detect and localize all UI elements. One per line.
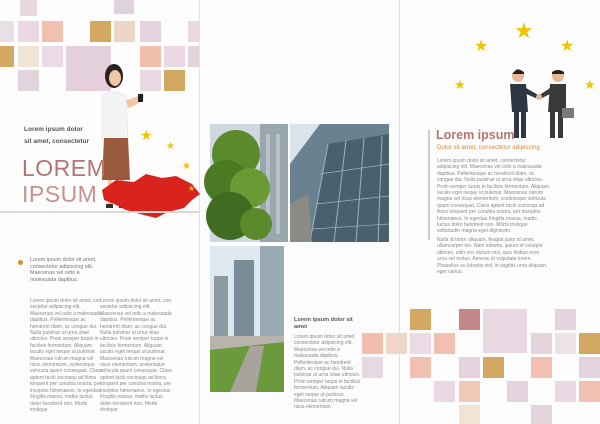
bullet-dot	[18, 260, 23, 265]
left-title-underline	[0, 211, 199, 213]
right-paragraph-1: Lorem ipsum dolor sit amet, consectetur adipiscing elit. Maecenas vel odio a malesuada dapibus. Pellentesque ac hendrerit diam, ac congue dui. Nulla pulvinar ut urna vitae ultricies. Proin semper turpis in facilisis fermentum. Aliquam iaculis eget neque ut pulvinar. Maecenas rutrum magna vel risus elementum, scelerisque vehicula quam consequat. Class aptent taciti sociosqu ad litora torquent per conubia nostra, per inceptos himenaeos. In egestas fringilla massa, mattis luctus dolor hendrerit non. Morbi tristique sollicitudin magna eget dignissim.	[437, 158, 549, 235]
glass-tower-photo	[290, 124, 389, 242]
fold-line-2	[399, 0, 400, 424]
star-icon: ★	[188, 184, 196, 193]
star-icon: ★	[454, 77, 466, 92]
left-bullet-text: Lorem ipsum dolor sit amet, consectetur adipiscing elit. Maecenas vel odio a malesuada dapibus.	[30, 257, 97, 283]
star-icon: ★	[514, 18, 534, 43]
left-column-2: Lorem ipsum dolor sit amet, con sectetur adipiscing elit. Maecenas vel odio a malesuada dapibus. Pellentesque ac hendrerit diam, ac congue dui. Nulla pulvinar ut urna vitae ultricies. Proin semper turpis in facilisis fermentum. Aliquam iaculis eget neque ut pulvinar. Maecenas rutrum magna vel risus elementum, scelerisque vehicula quam consequat. Class aptent taciti sociosqu ad litora torquent per conubia nostra, per inceptos himenaeos. In egestas fringilla massa, mattis luctus dolor hendrerit non. Morbi tristique	[100, 298, 172, 413]
left-heading-line1: Lorem ipsum dolor	[24, 126, 83, 133]
star-icon: ★	[560, 38, 575, 55]
right-paragraph-2: Nulla id tortor aliquam, feugiat justo id amet, ullamcorper leo. Nam lobortis, ipsum et volutpat ultrices, nibh orci dictum orci, quis finibus eros urna vel metus. Aenean id vulputate lorem. Phasellus eu lobortis nisl, in sagittis urna aliquam, eget varius.	[437, 237, 548, 276]
star-icon: ★	[584, 77, 596, 92]
star-icon: ★	[140, 127, 153, 143]
middle-caption-body: Lorem ipsum dolor sit amet, consectetur adipiscing elit. Maecenas vel odio a malesuada dapibus. Pellentesque ac hendrerit diam, ac congue dui. Nulla pulvinar ut urna vitae ultricies. Proin semper turpis in facilisis fermentum. Aliquam iaculis eget neque ut pulvinar. Maecenas rutrum magna vel risus elementum.	[294, 334, 361, 411]
right-title: Lorem ipsum	[436, 128, 515, 142]
left-column-1: Lorem ipsum dolor sit amet, con sectetur adipiscing elit. Maecenas vel odio a malesuada dapibus. Pellentesque ac hendrerit diam, ac congue dui. Nulla pulvinar ut urna vitae ultricies. Proin semper turpis in facilisis fermentum. Aliquam iaculis eget neque ut pulvinar. Maecenas rutrum magna vel risus elementum, scelerisque vehicula quam consequat. Class aptent taciti sociosqu ad litora torquent per conubia nostra, per inceptos himenaeos. In egestas fringilla massa, mattis luctus dolor hendrerit non. Morbi tristique	[30, 298, 102, 413]
middle-caption-title: Lorem ipsum dolor sit amet	[294, 317, 353, 330]
star-icon: ★	[166, 141, 175, 152]
right-subtitle: Dolor sit amet, consectetur adipiscing	[437, 144, 540, 151]
left-heading-line2: sit amet, consectetur	[24, 138, 90, 145]
left-title-ipsum: IPSUM	[22, 181, 98, 207]
handshake-illustration	[506, 68, 576, 142]
plaza-photo	[210, 246, 284, 392]
left-title-lorem: LOREM	[22, 155, 107, 181]
star-icon: ★	[182, 161, 191, 172]
right-title-bar	[428, 130, 430, 240]
tree-building-photo	[210, 124, 288, 242]
star-icon: ★	[474, 38, 489, 55]
